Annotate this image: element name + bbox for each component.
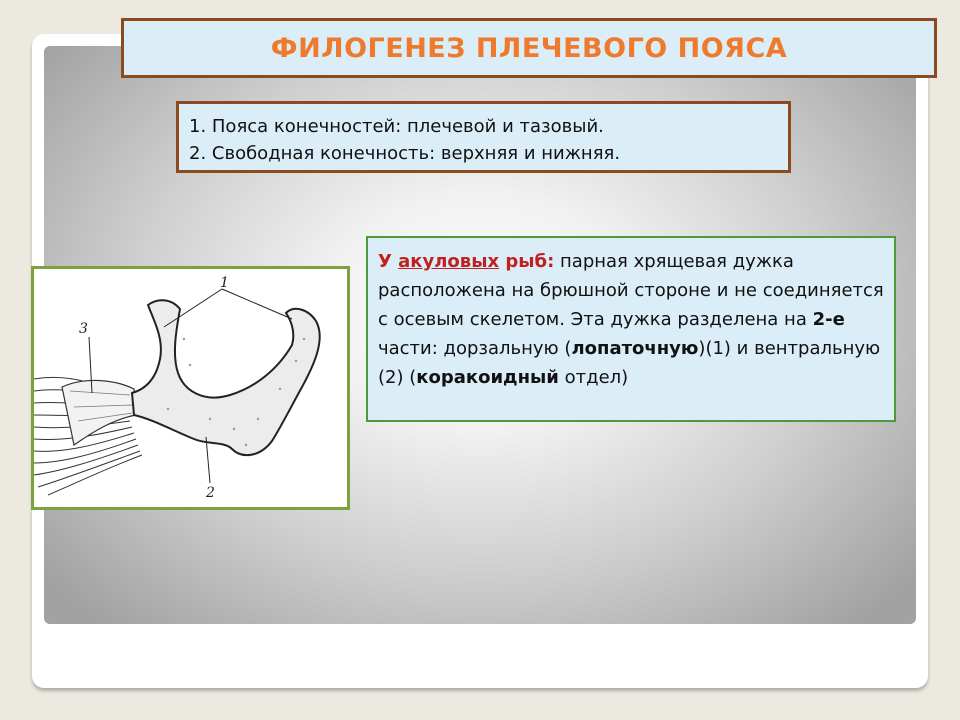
info-text-3: )(1) и вентральную (2) ( (378, 338, 881, 388)
info-box (366, 236, 896, 422)
info-lead-a: У (378, 251, 399, 272)
info-bold-2: лопаточную (571, 338, 699, 359)
list-item-1: 1. Пояса конечностей: плечевой и тазовый. (189, 116, 604, 137)
cartilage-arch (132, 300, 320, 455)
info-bold-1: 2-е (812, 309, 845, 330)
info-lead-c: рыб: (499, 251, 555, 272)
shoulder-girdle-illustration (34, 269, 347, 507)
figure-box (31, 266, 350, 510)
figure-label-3: 3 (79, 321, 88, 337)
list-box (176, 101, 791, 173)
figure-label-2: 2 (206, 485, 215, 501)
title-box (121, 18, 937, 78)
list-item-2: 2. Свободная конечность: верхняя и нижняя. (189, 143, 621, 164)
figure-label-1: 1 (220, 275, 229, 291)
info-text-2: части: дорзальную ( (378, 338, 572, 359)
slide-title: ФИЛОГЕНЕЗ ПЛЕЧЕВОГО ПОЯСА (270, 32, 788, 64)
fin-base (62, 380, 136, 445)
info-bold-3: коракоидный (416, 367, 559, 388)
info-text-4: отдел) (558, 367, 629, 388)
info-text-1: парная хрящевая дужка расположена на брюшной стороне и не соединяется с осевым скелетом. Эта дужка разделена на (378, 251, 884, 330)
info-lead-b: акуловых (398, 251, 500, 272)
